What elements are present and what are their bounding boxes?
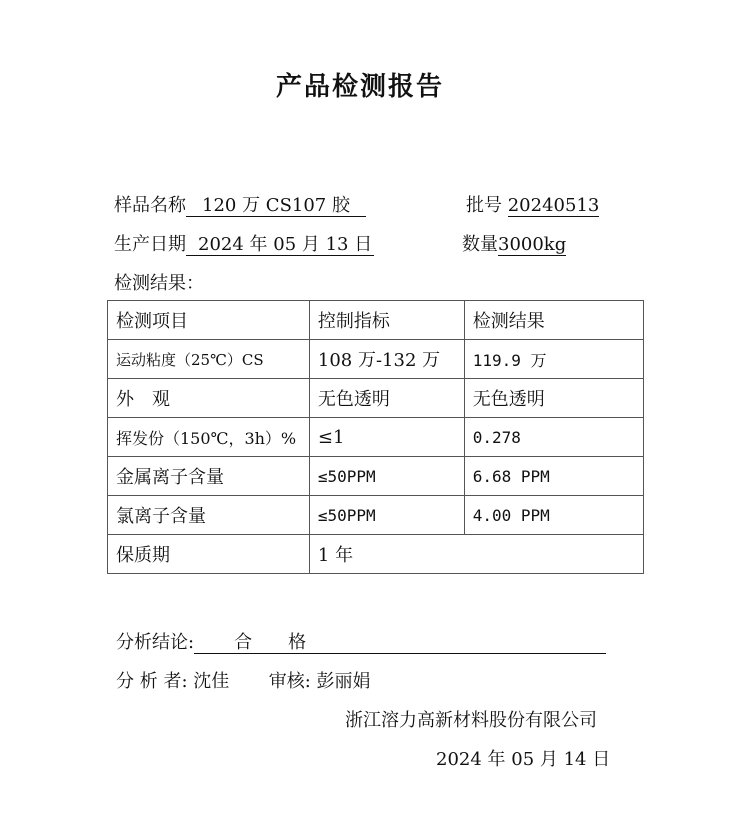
conclusion-value: 合 格 xyxy=(194,633,606,654)
table-row xyxy=(108,379,644,418)
analyst-label: 分 析 者: xyxy=(116,671,188,692)
header-result: 检测结果 xyxy=(464,301,643,340)
analyst-name: 沈佳 xyxy=(193,671,230,692)
sample-name-label: 样品名称 xyxy=(114,195,186,216)
row-item: 氯离子含量 xyxy=(108,496,310,535)
row-spec: ≤50PPM xyxy=(309,496,464,535)
conclusion-row xyxy=(116,628,606,654)
signature-row xyxy=(116,667,371,693)
row-result: 0.278 xyxy=(464,418,643,457)
sample-name-row xyxy=(114,191,366,217)
table-row xyxy=(108,496,644,535)
reviewer-label: 审核: xyxy=(268,671,311,692)
header-item: 检测项目 xyxy=(108,301,310,340)
row-result: 6.68 PPM xyxy=(464,457,643,496)
row-item xyxy=(108,418,310,457)
production-date-label: 生产日期 xyxy=(114,234,186,255)
batch-row xyxy=(466,191,599,217)
header-spec: 控制指标 xyxy=(309,301,464,340)
page-title: 产品检测报告 xyxy=(275,72,444,102)
reviewer-name: 彭丽娟 xyxy=(316,671,371,692)
results-table xyxy=(107,300,644,574)
row-item-text: 挥发份（150℃，3h）% xyxy=(116,428,297,448)
row-spec: 108 万-132 万 xyxy=(309,340,464,379)
conclusion-label: 分析结论: xyxy=(116,632,195,653)
row-item-text: 运动粘度（25℃）CS xyxy=(116,350,264,369)
batch-label: 批号 xyxy=(466,195,502,216)
table-row xyxy=(108,535,644,574)
row-result: 无色透明 xyxy=(464,379,643,418)
table-row xyxy=(108,457,644,496)
table-row xyxy=(108,418,644,457)
row-spec: 无色透明 xyxy=(309,379,464,418)
production-date-value: 2024 年 05 月 13 日 xyxy=(186,235,374,256)
row-item: 外 观 xyxy=(108,379,310,418)
row-result: 119.9 万 xyxy=(464,340,643,379)
table-row xyxy=(108,340,644,379)
row-spec: ≤50PPM xyxy=(309,457,464,496)
row-spec: ≤1 xyxy=(309,418,464,457)
company-name: 浙江溶力高新材料股份有限公司 xyxy=(345,710,597,731)
row-spec: 1 年 xyxy=(309,535,643,574)
row-result: 4.00 PPM xyxy=(464,496,643,535)
production-date-row xyxy=(114,230,374,256)
quantity-row xyxy=(462,230,566,256)
report-date: 2024 年 05 月 14 日 xyxy=(436,749,611,770)
quantity-value: 3000kg xyxy=(498,234,567,255)
row-item xyxy=(108,340,310,379)
row-item: 金属离子含量 xyxy=(108,457,310,496)
sample-name-value: 120 万 CS107 胶 xyxy=(186,196,366,217)
row-item: 保质期 xyxy=(108,535,310,574)
table-header-row xyxy=(108,301,644,340)
quantity-label: 数量 xyxy=(462,234,498,255)
results-label: 检测结果： xyxy=(114,273,204,294)
batch-value: 20240513 xyxy=(507,195,600,216)
